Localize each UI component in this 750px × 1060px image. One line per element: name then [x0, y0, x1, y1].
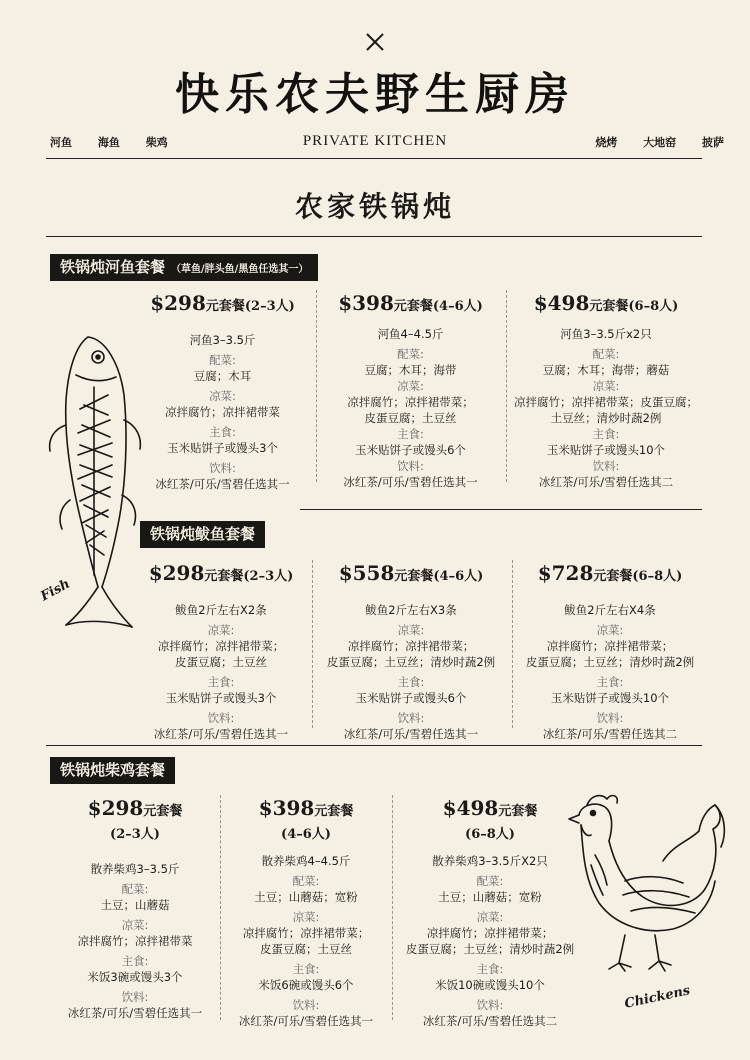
package-river-fish-1[interactable]	[135, 290, 310, 492]
cold-label: 凉菜:	[209, 389, 236, 403]
cold-label: 凉菜:	[476, 910, 504, 924]
page-title: 快乐农夫野生厨房	[175, 69, 575, 120]
price: $298元套餐(2–3人)	[148, 561, 294, 585]
drink-label: 饮料:	[476, 998, 504, 1012]
subtitle: PRIVATE KITCHEN	[302, 133, 448, 149]
cold-dishes: 凉拌腐竹；凉拌裙带菜	[165, 405, 280, 419]
column-divider	[316, 290, 317, 482]
cold-dishes: 凉拌腐竹；凉拌裙带菜；	[546, 639, 674, 653]
side-label: 配菜:	[476, 874, 504, 888]
right-tags	[595, 134, 724, 150]
close-icon[interactable]	[363, 30, 387, 54]
drink-label: 饮料:	[397, 711, 425, 725]
drink-label: 饮料:	[397, 459, 424, 473]
cold-label: 凉菜:	[596, 623, 624, 637]
fish-script-label: Fish	[38, 576, 73, 605]
drink-label: 饮料:	[592, 459, 620, 473]
chicken-illustration	[565, 785, 730, 980]
main-dish: 河鱼4–4.5斤	[377, 327, 444, 341]
drinks: 冰红茶/可乐/雪碧任选其二	[538, 475, 674, 489]
cold-label: 凉菜:	[397, 379, 424, 393]
side-dishes: 豆腐；木耳；海带；蘑菇	[542, 363, 670, 377]
staple: 米饭3碗或馒头3个	[87, 970, 183, 984]
drinks: 冰红茶/可乐/雪碧任选其二	[422, 1014, 558, 1028]
drink-label: 饮料:	[207, 711, 235, 725]
side-label: 配菜:	[292, 874, 320, 888]
price: $498元套餐(6–8人)	[533, 291, 679, 315]
cold-dishes: 凉拌腐竹；凉拌裙带菜；	[347, 395, 474, 409]
package-squid-3[interactable]	[512, 560, 708, 742]
banner-label: 铁锅炖鲅鱼套餐	[150, 525, 256, 543]
main-dish: 河鱼3–3.5斤x2只	[560, 327, 652, 341]
staple: 米饭6碗或馒头6个	[258, 978, 354, 992]
cold-dishes: 凉拌腐竹；凉拌裙带菜；	[157, 639, 285, 653]
staple: 米饭10碗或馒头10个	[435, 978, 545, 992]
side-dishes: 豆腐；木耳；海带	[364, 363, 457, 377]
price: $298元套餐	[87, 796, 183, 820]
price: $298元套餐(2–3人)	[150, 291, 295, 315]
main-dish: 散养柴鸡4–4.5斤	[261, 854, 351, 868]
banner-label: 铁锅炖河鱼套餐	[60, 258, 166, 276]
cold-dishes: 凉拌腐竹；凉拌裙带菜；	[426, 926, 554, 940]
side-label: 配菜:	[592, 347, 620, 361]
package-squid-2[interactable]	[312, 560, 510, 742]
price: $558元套餐(4–6人)	[338, 561, 484, 585]
drinks: 冰红茶/可乐/雪碧任选其一	[343, 727, 479, 741]
staple: 玉米贴饼子或馒头6个	[355, 443, 466, 457]
staple: 玉米贴饼子或馒头3个	[167, 441, 278, 455]
price: $498元套餐	[442, 796, 538, 820]
main-dish: 散养柴鸡3–3.5斤X2只	[432, 854, 548, 868]
package-chicken-1[interactable]	[50, 795, 220, 1021]
banner-note: （草鱼/胖头鱼/黑鱼任选其一）	[171, 264, 309, 275]
tag-bbq: 烧烤	[595, 136, 618, 149]
staple-label: 主食:	[209, 425, 236, 439]
divider	[46, 745, 702, 746]
cold-label: 凉菜:	[397, 623, 425, 637]
side-dishes: 土豆；山蘑菇	[100, 898, 170, 912]
drinks: 冰红茶/可乐/雪碧任选其一	[153, 727, 289, 741]
banner-label: 铁锅炖柴鸡套餐	[60, 761, 166, 779]
cold-dishes: 土豆丝；清炒时蔬2例	[550, 411, 662, 425]
banner-chicken	[50, 757, 175, 784]
drink-label: 饮料:	[596, 711, 624, 725]
cold-label: 凉菜:	[121, 918, 149, 932]
staple: 玉米贴饼子或馒头10个	[546, 443, 666, 457]
cold-dishes: 凉拌腐竹；凉拌裙带菜；	[242, 926, 370, 940]
side-dishes: 豆腐；木耳	[193, 369, 252, 383]
package-squid-1[interactable]	[132, 560, 310, 742]
drinks: 冰红茶/可乐/雪碧任选其一	[67, 1006, 203, 1020]
divider	[300, 509, 702, 510]
staple-label: 主食:	[596, 675, 624, 689]
staple: 玉米贴饼子或馒头6个	[355, 691, 467, 705]
drinks: 冰红茶/可乐/雪碧任选其一	[238, 1014, 374, 1028]
column-divider	[506, 290, 507, 482]
cold-dishes: 凉拌腐竹；凉拌裙带菜；皮蛋豆腐；	[514, 395, 698, 409]
drinks: 冰红茶/可乐/雪碧任选其一	[343, 475, 478, 489]
main-dish: 河鱼3–3.5斤	[189, 333, 256, 347]
side-label: 配菜:	[209, 353, 236, 367]
staple-label: 主食:	[592, 427, 620, 441]
staple-label: 主食:	[121, 954, 149, 968]
cold-dishes: 皮蛋豆腐；土豆丝	[175, 655, 267, 669]
side-label: 配菜:	[121, 882, 149, 896]
tag-sea-fish: 海鱼	[97, 136, 120, 149]
price: $398元套餐	[258, 796, 354, 820]
drinks: 冰红茶/可乐/雪碧任选其二	[542, 727, 678, 741]
banner-squid	[140, 521, 265, 548]
cold-dishes: 皮蛋豆腐；土豆丝；清炒时蔬2例	[525, 655, 695, 669]
package-chicken-3[interactable]	[392, 795, 588, 1029]
staple-label: 主食:	[476, 962, 504, 976]
side-dishes: 土豆；山蘑菇；宽粉	[438, 890, 542, 904]
banner-river-fish	[50, 254, 318, 281]
drink-label: 饮料:	[121, 990, 149, 1004]
cold-dishes: 皮蛋豆腐；土豆丝	[260, 942, 352, 956]
price: $398元套餐(4–6人)	[338, 291, 483, 315]
staple-label: 主食:	[397, 675, 425, 689]
people-count: (6–8人)	[465, 827, 515, 842]
divider	[46, 158, 702, 159]
tag-pizza: 披萨	[702, 136, 724, 149]
cold-label: 凉菜:	[207, 623, 235, 637]
tag-chicken: 柴鸡	[145, 136, 168, 149]
tag-earth-oven: 大地窑	[643, 136, 677, 149]
chicken-script-label: Chickens	[623, 983, 692, 1012]
main-dish: 鲅鱼2斤左右X3条	[365, 603, 457, 617]
package-chicken-2[interactable]	[222, 795, 390, 1029]
side-dishes: 土豆；山蘑菇；宽粉	[254, 890, 358, 904]
divider	[46, 236, 702, 237]
people-count: (2–3人)	[110, 827, 160, 842]
cold-dishes: 皮蛋豆腐；土豆丝；清炒时蔬2例	[405, 942, 575, 956]
staple-label: 主食:	[207, 675, 235, 689]
cold-dishes: 凉拌腐竹；凉拌裙带菜	[77, 934, 193, 948]
cold-label: 凉菜:	[292, 910, 320, 924]
staple: 玉米贴饼子或馒头10个	[550, 691, 670, 705]
cold-label: 凉菜:	[592, 379, 620, 393]
package-river-fish-2[interactable]	[318, 290, 503, 490]
staple: 玉米贴饼子或馒头3个	[165, 691, 277, 705]
cold-dishes: 皮蛋豆腐；土豆丝；清炒时蔬2例	[326, 655, 496, 669]
staple-label: 主食:	[292, 962, 320, 976]
drink-label: 饮料:	[292, 998, 320, 1012]
cold-dishes: 凉拌腐竹；凉拌裙带菜；	[347, 639, 475, 653]
side-label: 配菜:	[397, 347, 424, 361]
staple-label: 主食:	[397, 427, 424, 441]
people-count: (4–6人)	[281, 827, 331, 842]
price: $728元套餐(6–8人)	[537, 561, 683, 585]
main-dish: 散养柴鸡3–3.5斤	[90, 862, 180, 876]
drinks: 冰红茶/可乐/雪碧任选其一	[155, 477, 290, 491]
section-title: 农家铁锅炖	[294, 190, 455, 223]
column-divider	[220, 795, 221, 1020]
package-river-fish-3[interactable]	[508, 290, 704, 490]
main-dish: 鲅鱼2斤左右X4条	[564, 603, 656, 617]
main-dish: 鲅鱼2斤左右X2条	[175, 603, 267, 617]
cold-dishes: 皮蛋豆腐；土豆丝	[364, 411, 457, 425]
drink-label: 饮料:	[209, 461, 236, 475]
tag-river-fish: 河鱼	[50, 136, 72, 149]
